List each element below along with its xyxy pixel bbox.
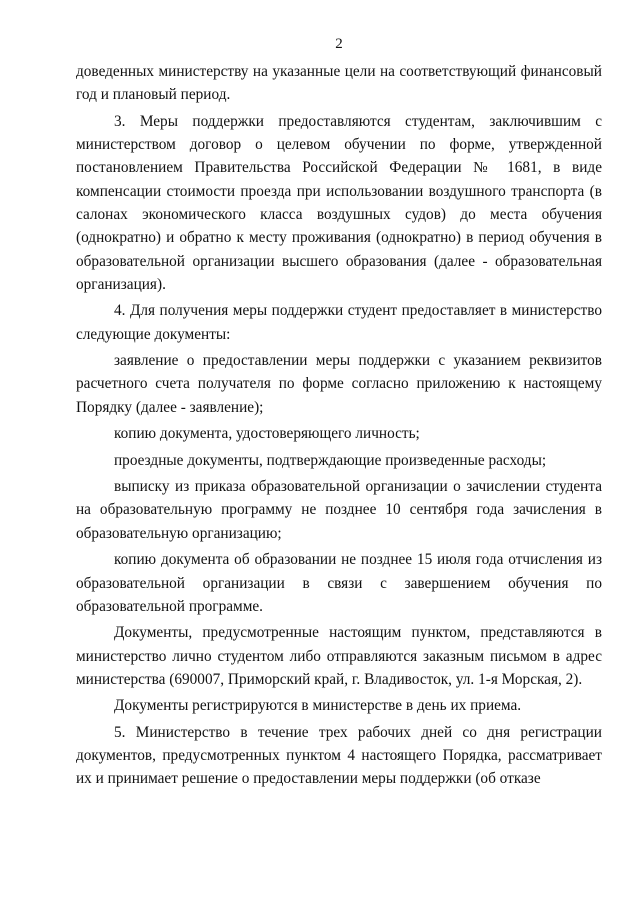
paragraph-item-education-copy: копию документа об образовании не позднее 15 июля года отчисления из образовательной организации в связи с завершением обучения по образовательной программе. bbox=[76, 551, 602, 615]
paragraph-item-enrollment-extract: выписку из приказа образовательной организации о зачислении студента на образовательную программу не позднее 10 сентября года зачисления в образовательную организацию; bbox=[76, 478, 602, 542]
paragraph-item-travel-documents: проездные документы, подтверждающие произведенные расходы; bbox=[114, 451, 547, 469]
paragraph-submission: Документы, предусмотренные настоящим пунктом, представляются в министерство лично студентом либо отправляются заказным письмом в адрес министерства (690007, Приморский край, г. Владивосток, ул. 1-я Морская, 2). bbox=[76, 624, 602, 688]
paragraph-clause-4: 4. Для получения меры поддержки студент предоставляет в министерство следующие документы: bbox=[76, 302, 602, 343]
paragraph-registration: Документы регистрируются в министерстве в день их приема. bbox=[114, 697, 522, 715]
paragraph-item-application: заявление о предоставлении меры поддержки с указанием реквизитов расчетного счета получателя по форме согласно приложению к настоящему Порядку (далее - заявление); bbox=[76, 352, 602, 416]
paragraph-clause-5: 5. Министерство в течение трех рабочих дней со дня регистрации документов, предусмотренных пунктом 4 настоящего Порядка, рассматривает их и принимает решение о предоставлении меры поддержки (об отказе bbox=[76, 723, 602, 788]
paragraph-item-identity-copy: копию документа, удостоверяющего личность; bbox=[114, 425, 420, 443]
document-body bbox=[76, 60, 602, 794]
paragraph-clause-3: 3. Меры поддержки предоставляются студентам, заключившим с министерством договор о целевом обучении по форме, утвержденной постановлением Правительства Российской Федерации № 1681, в виде компенсации стоимости проезда при использовании воздушного транспорта (в салонах экономического класса воздушных судов) до места обучения (однократно) и обратно к месту проживания (однократно) в период обучения в образовательной организации высшего образования (далее - образовательная организация). bbox=[76, 112, 602, 293]
page-number: 2 bbox=[335, 36, 343, 52]
paragraph-continuation: доведенных министерству на указанные цели на соответствующий финансовый год и плановый период. bbox=[76, 63, 602, 104]
